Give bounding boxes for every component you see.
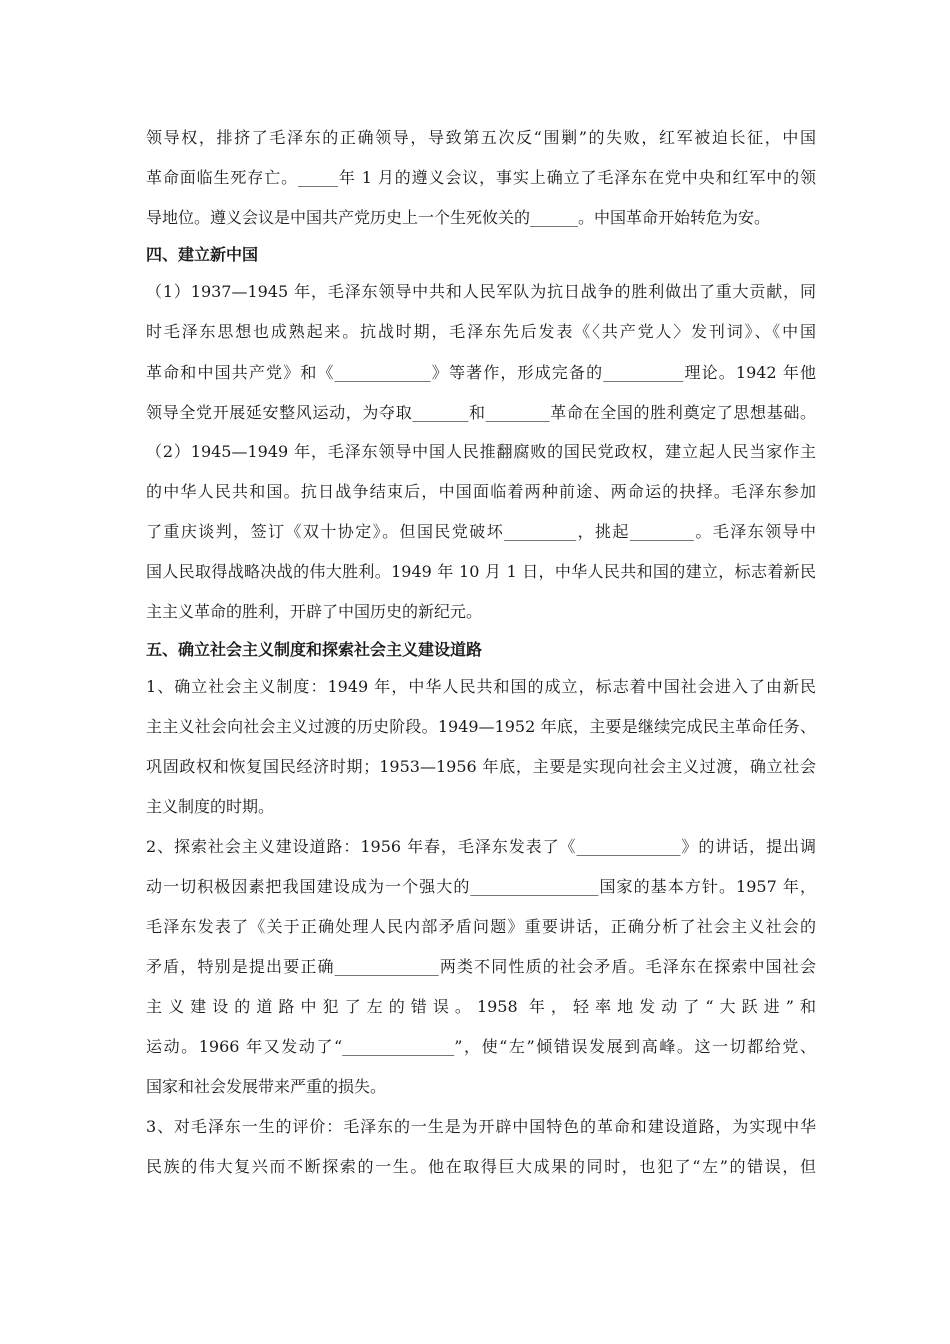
paragraph-line: 民族的伟大复兴而不断探索的一生。他在取得巨大成果的同时，也犯了“左”的错误，但 [146,1157,816,1176]
paragraph-line: 巩固政权和恢复国民经济时期；1953—1956 年底，主要是实现向社会主义过渡，确立社会 [146,757,816,776]
paragraph-line: 毛泽东发表了《关于正确处理人民内部矛盾问题》重要讲话，正确分析了社会主义社会的 [146,917,816,936]
paragraph-line: 了重庆谈判，签订《双十协定》。但国民党破坏_________，挑起________。毛泽东领导中 [146,522,816,541]
paragraph-line: 2、探索社会主义建设道路：1956 年春，毛泽东发表了《_____________》的讲话，提出调 [146,837,816,856]
section-heading: 五、确立社会主义制度和探索社会主义建设道路 [146,640,483,659]
paragraph-line: 主义制度的时期。 [146,797,275,816]
paragraph-line: 领导权，排挤了毛泽东的正确领导，导致第五次反“围剿”的失败，红军被迫长征，中国 [146,128,816,147]
paragraph-line: 领导全党开展延安整风运动，为夺取_______和________革命在全国的胜利奠定了思想基础。 [146,403,816,422]
paragraph-line: 主主义社会向社会主义过渡的历史阶段。1949—1952 年底，主要是继续完成民主革命任务、 [146,717,816,736]
section-heading: 四、建立新中国 [146,245,259,264]
paragraph-line: （2）1945—1949 年，毛泽东领导中国人民推翻腐败的国民党政权，建立起人民当家作主 [146,442,816,461]
paragraph-line: 运动。1966 年又发动了“______________”，使“左”倾错误发展到高峰。这一切都给党、 [146,1037,816,1056]
paragraph-line: 矛盾，特别是提出要正确_____________两类不同性质的社会矛盾。毛泽东在探索中国社会 [146,957,816,976]
paragraph-line: 3、对毛泽东一生的评价：毛泽东的一生是为开辟中国特色的革命和建设道路，为实现中华 [146,1117,816,1136]
paragraph-line: 主义建设的道路中犯了左的错误。1958 年，轻率地发动了“大跃进”和 [146,997,816,1016]
paragraph-line: 主主义革命的胜利，开辟了中国历史的新纪元。 [146,602,483,621]
paragraph-line: 动一切积极因素把我国建设成为一个强大的________________国家的基本方针。1957 年， [146,877,816,896]
paragraph-line: 时毛泽东思想也成熟起来。抗战时期，毛泽东先后发表《〈共产党人〉发刊词》、《中国 [146,322,816,341]
paragraph-line: 革命和中国共产党》和《____________》等著作，形成完备的__________理论。1942 年他 [146,363,816,382]
paragraph-line: 导地位。遵义会议是中国共产党历史上一个生死攸关的______。中国革命开始转危为安。 [146,208,771,227]
paragraph-line: 1、确立社会主义制度：1949 年，中华人民共和国的成立，标志着中国社会进入了由新民 [146,677,816,696]
paragraph-line: 的中华人民共和国。抗日战争结束后，中国面临着两种前途、两命运的抉择。毛泽东参加 [146,482,816,501]
paragraph-line: 革命面临生死存亡。_____年 1 月的遵义会议，事实上确立了毛泽东在党中央和红军中的领 [146,168,816,187]
paragraph-line: 国人民取得战略决战的伟大胜利。1949 年 10 月 1 日，中华人民共和国的建立，标志着新民 [146,562,816,581]
paragraph-line: （1）1937—1945 年，毛泽东领导中共和人民军队为抗日战争的胜利做出了重大贡献，同 [146,282,816,301]
paragraph-line: 国家和社会发展带来严重的损失。 [146,1077,387,1096]
